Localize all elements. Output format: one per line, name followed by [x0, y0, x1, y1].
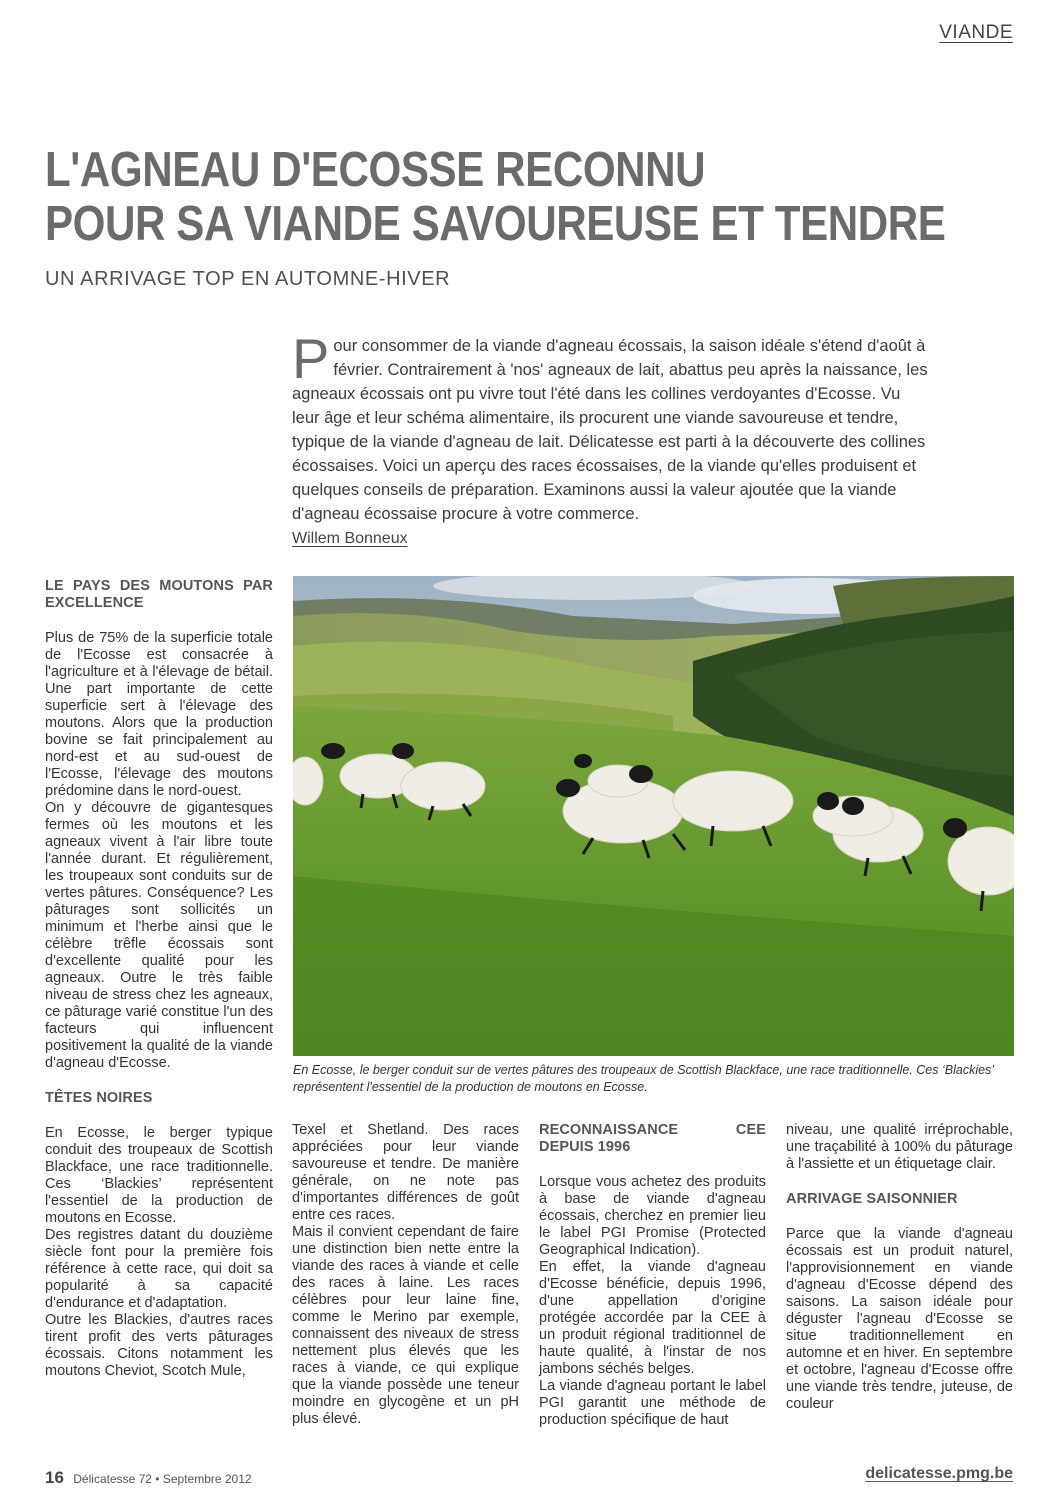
heading-reconnaissance-cee: RECONNAISSANCE CEE DEPUIS 1996 — [539, 1122, 766, 1155]
heading-pays-des-moutons: LE PAYS DES MOUTONS PAR EXCELLENCE — [45, 578, 273, 611]
paragraph: niveau, une qualité irréprochable, une traçabilité à 100% du pâturage à l'assiette et un étiquetage clair. — [786, 1122, 1013, 1172]
paragraph: Lorsque vous achetez des produits à base de viande d'agneau écossais, cherchez en premier lieu le label PGI Promise (Protected Geographical Indication). — [539, 1174, 766, 1258]
author-byline: Willem Bonneux — [292, 530, 408, 547]
subheadline: UN ARRIVAGE TOP EN AUTOMNE-HIVER — [45, 268, 451, 290]
heading-arrivage-saisonnier: ARRIVAGE SAISONNIER — [786, 1191, 958, 1207]
paragraph: La viande d'agneau portant le label PGI garantit une méthode de production spécifique de haut — [539, 1378, 766, 1428]
heading-tetes-noires: TÊTES NOIRES — [45, 1090, 153, 1106]
drop-cap: P — [292, 327, 330, 390]
headline — [45, 143, 946, 251]
column-4 — [786, 1122, 1013, 1413]
headline-line-1: L'AGNEAU D'ECOSSE RECONNU — [45, 143, 706, 197]
page-footer — [45, 1468, 252, 1488]
issue-info: Délicatesse 72 • Septembre 2012 — [73, 1472, 252, 1486]
section-tag: VIANDE — [939, 22, 1013, 43]
column-2 — [292, 1122, 519, 1428]
page-number: 16 — [45, 1468, 64, 1487]
photo-caption: En Ecosse, le berger conduit sur de vertes pâtures des troupeaux de Scottish Blackface, une race traditionnelle. Ces ‘Blackies’ représentent l'essentiel de la production de moutons en Ecosse. — [293, 1063, 994, 1094]
column-1 — [45, 578, 273, 1380]
website-link[interactable]: delicatesse.pmg.be — [865, 1465, 1013, 1482]
headline-line-2: POUR SA VIANDE SAVOUREUSE ET TENDRE — [45, 197, 946, 251]
column-3 — [539, 1122, 766, 1429]
paragraph: Texel et Shetland. Des races appréciées pour leur viande savoureuse et tendre. De manière générale, on ne note pas d'importantes différences de goût entre ces races. — [292, 1122, 519, 1223]
paragraph: En effet, la viande d'agneau d'Ecosse bénéficie, depuis 1996, d'une appellation d'origine protégée accordée par la CEE à un produit régional traditionnel de haute qualité, à l'instar de nos jambons séchés belges. — [539, 1259, 766, 1377]
paragraph: Des registres datant du douzième siècle font pour la première fois référence à cette race, qui doit sa popularité à sa capacité d'endurance et d'adaptation. — [45, 1227, 273, 1311]
paragraph: En Ecosse, le berger typique conduit des troupeaux de Scottish Blackface, une race traditionnelle. Ces ‘Blackies’ représentent l'essentiel de la production de moutons en Ecosse. — [45, 1125, 273, 1226]
intro-paragraph — [292, 327, 932, 526]
paragraph: Plus de 75% de la superficie totale de l'Ecosse est consacrée à l'agriculture et à l'élevage de bétail. Une part importante de cette superficie sert à l'élevage des moutons. Alors que la production bovine se fait principalement au nord-est et au sud-ouest de l'Ecosse, l'élevage des moutons prédomine dans le nord-ouest. — [45, 630, 273, 799]
intro-text: our consommer de la viande d'agneau écossais, la saison idéale s'étend d'août à février. Contrairement à 'nos' agneaux de lait, abattus peu après la naissance, les agneaux écossais ont pu vivre tout l'été dans les collines verdoyantes d'Ecosse. Vu leur âge et leur schéma alimentaire, ils procurent une viande savoureuse et tendre, typique de la viande d'agneau de lait. Délicatesse est parti à la découverte des collines écossaises. Voici un aperçu des races écossaises, de la viande qu'elles produisent et quelques conseils de préparation. Examinons aussi la valeur ajoutée que la viande d'agneau écossaise procure à votre commerce. — [292, 337, 928, 523]
paragraph: Mais il convient cependant de faire une distinction bien nette entre la viande des races à viande et celle des races à laine. Les races célèbres pour leur laine fine, comme le Merino par exemple, connaissent des niveaux de stress nettement plus élevés que les races à viande, ce qui explique que la viande possède une teneur moindre en glycogène et un pH plus élevé. — [292, 1224, 519, 1427]
paragraph: On y découvre de gigantesques fermes où les moutons et les agneaux vivent à l'air libre toute l'année durant. Et régulièrement, les troupeaux sont conduits sur de vertes pâtures. Conséquence? Les pâturages sont sollicités un minimum et l'herbe ainsi que le célèbre trêfle écossais sont d'excellente qualité pour les agneaux. Outre le très faible niveau de stress chez les agneaux, ce pâturage varié constitue l'un des facteurs qui influencent positivement la qualité de la viande d'agneau d'Ecosse. — [45, 800, 273, 1071]
paragraph: Parce que la viande d'agneau écossais est un produit naturel, l'approvisionnement en viande d'agneau d'Ecosse dépend des saisons. La saison idéale pour déguster l'agneau d'Ecosse se situe traditionnellement en automne et en hiver. En septembre et octobre, l'agneau d'Ecosse offre une viande très tendre, juteuse, de couleur — [786, 1226, 1013, 1412]
paragraph: Outre les Blackies, d'autres races tirent profit des verts pâturages écossais. Citons notamment les moutons Cheviot, Scotch Mule, — [45, 1312, 273, 1379]
sheep-photo — [293, 576, 1014, 1056]
